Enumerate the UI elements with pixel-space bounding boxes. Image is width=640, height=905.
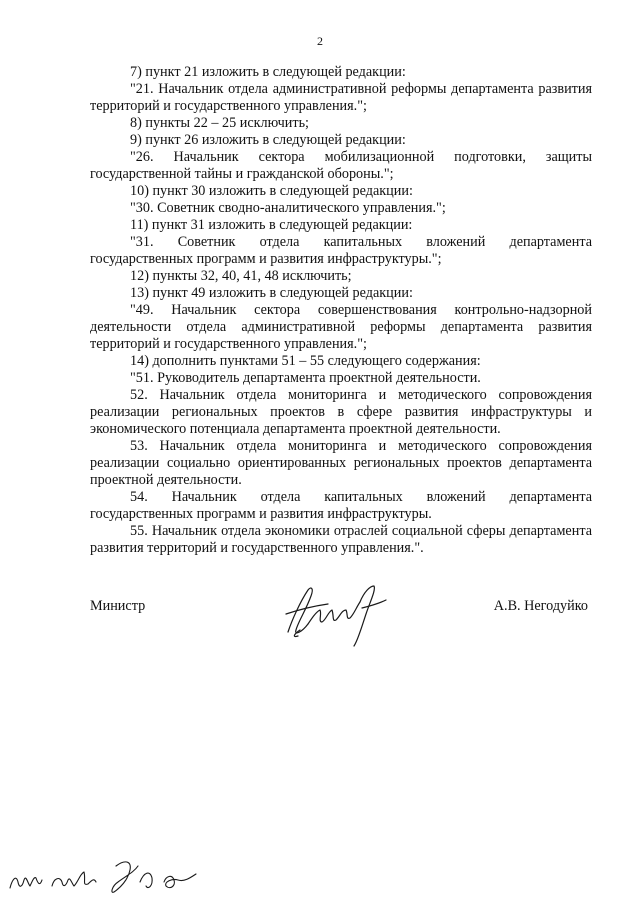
amendment-text-26: "26. Начальник сектора мобилизационной подготовки, защиты государственной тайны и гражданской обороны.";	[90, 149, 592, 182]
amendment-item-12: 12) пункты 32, 40, 41, 48 исключить;	[130, 268, 352, 284]
amendment-item-10: 10) пункт 30 изложить в следующей редакции:	[130, 183, 413, 199]
page-number: 2	[317, 34, 323, 48]
amendment-item-7: 7) пункт 21 изложить в следующей редакции:	[130, 64, 406, 80]
signatory-name: А.В. Негодуйко	[493, 598, 588, 614]
amendment-text-54: 54. Начальник отдела капитальных вложений департамента государственных программ и развития инфраструктуры.	[90, 489, 592, 522]
amendment-text-49: "49. Начальник сектора совершенствования контрольно-надзорной деятельности отдела административной реформы департамента развития территорий и государственного управления.";	[90, 302, 592, 352]
amendment-text-51: "51. Руководитель департамента проектной деятельности.	[130, 370, 481, 386]
handwritten-signature	[278, 580, 398, 650]
amendment-item-9: 9) пункт 26 изложить в следующей редакции:	[130, 132, 406, 148]
amendment-item-13: 13) пункт 49 изложить в следующей редакции:	[130, 285, 413, 301]
amendment-item-8: 8) пункты 22 – 25 исключить;	[130, 115, 309, 131]
amendment-text-55: 55. Начальник отдела экономики отраслей социальной сферы департамента развития территорий и государственного управления.".	[90, 523, 592, 556]
amendment-text-30: "30. Советник сводно-аналитического управления.";	[130, 200, 446, 216]
amendment-item-11: 11) пункт 31 изложить в следующей редакции:	[130, 217, 413, 233]
signature-block	[90, 598, 592, 658]
amendment-text-53: 53. Начальник отдела мониторинга и методического сопровождения реализации социально ориентированных региональных проектов департамента проектной деятельности.	[90, 438, 592, 488]
amendment-text-52: 52. Начальник отдела мониторинга и методического сопровождения реализации региональных проектов в сфере развития инфраструктуры и экономического потенциала департамента проектной деятельности.	[90, 387, 592, 437]
amendment-text-31: "31. Советник отдела капитальных вложений департамента государственных программ и развития инфраструктуры.";	[90, 234, 592, 267]
document-body	[90, 64, 592, 557]
amendment-item-14: 14) дополнить пунктами 51 – 55 следующего содержания:	[130, 353, 481, 369]
amendment-text-21: "21. Начальник отдела административной реформы департамента развития территорий и государственного управления.";	[90, 81, 592, 114]
signatory-title: Министр	[90, 598, 146, 614]
handwritten-note	[6, 852, 216, 900]
